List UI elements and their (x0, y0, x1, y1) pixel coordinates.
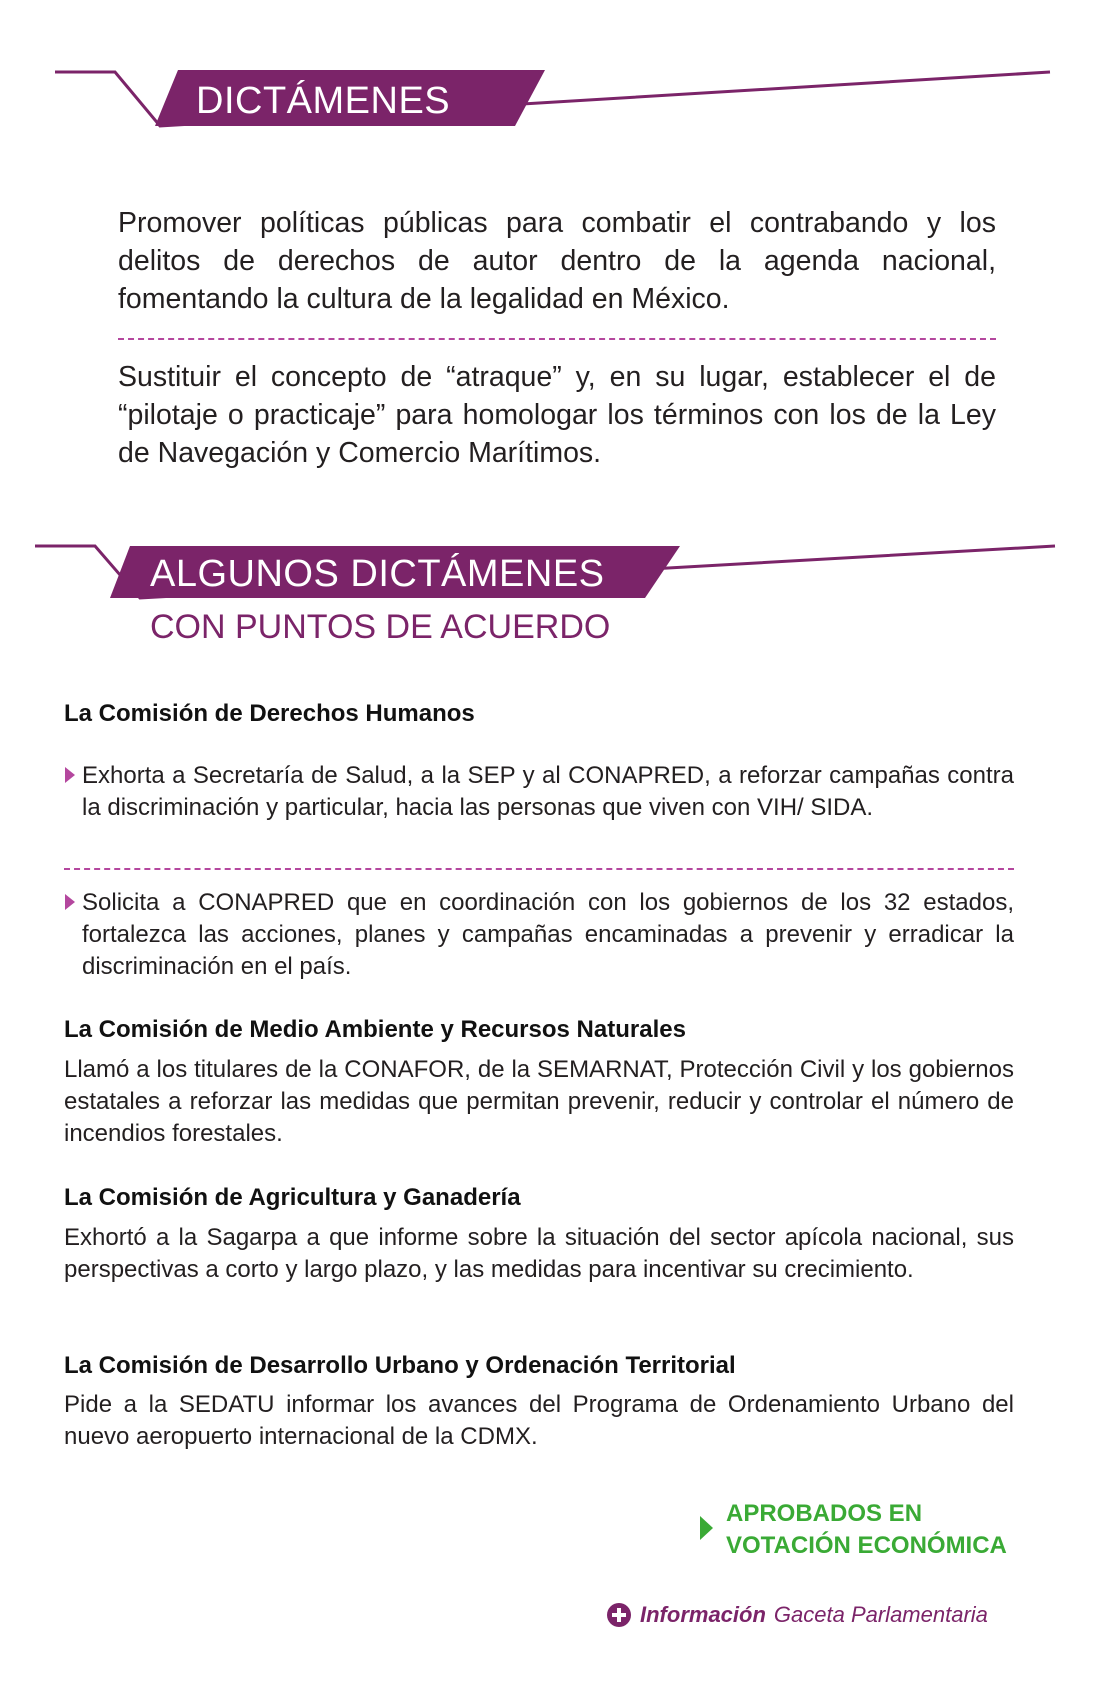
source-name: Gaceta Parlamentaria (773, 1602, 988, 1627)
play-green-icon (700, 1516, 713, 1540)
dashed-divider (64, 868, 1014, 870)
section1-paragraph-1: Promover políticas públicas para combatir el contrabando y los delitos de derechos de autor dentro de la agenda nacional, fomentando la cultura de la legalidad en México. (118, 207, 996, 315)
list-item: Exhorta a Secretaría de Salud, a la SEP y al CONAPRED, a reforzar campañas contra la discriminación y particular, hacia las personas que viven con VIH/ SIDA. (82, 762, 1014, 821)
section1-title: DICTÁMENES (196, 80, 451, 122)
commission-heading: La Comisión de Desarrollo Urbano y Ordenación Territorial (64, 1352, 736, 1379)
approved-note (726, 1498, 1007, 1562)
play-bullet-icon (65, 767, 75, 783)
section1-paragraph-2: Sustituir el concepto de “atraque” y, en su lugar, establecer el de “pilotaje o practicaje” para homologar los términos con los de la Ley de Navegación y Comercio Marítimos. (118, 361, 996, 469)
approved-line-2: VOTACIÓN ECONÓMICA (726, 1532, 1007, 1559)
commission-heading: La Comisión de Medio Ambiente y Recursos Naturales (64, 1016, 686, 1043)
list-item: Solicita a CONAPRED que en coordinación con los gobiernos de los 32 estados, fortalezca las acciones, planes y campañas encaminadas a prevenir y erradicar la discriminación en el país. (82, 889, 1014, 980)
commission-heading: La Comisión de Derechos Humanos (64, 700, 475, 727)
approved-line-1: APROBADOS EN (726, 1500, 923, 1527)
source-credit (640, 1602, 988, 1628)
commission-text: Pide a la SEDATU informar los avances del Programa de Ordenamiento Urbano del nuevo aeropuerto internacional de la CDMX. (64, 1391, 1014, 1450)
plus-circle-icon (607, 1603, 631, 1627)
section2-title: ALGUNOS DICTÁMENES (150, 553, 605, 595)
dashed-divider (118, 338, 996, 340)
commission-heading: La Comisión de Agricultura y Ganadería (64, 1184, 521, 1211)
commission-text: Exhortó a la Sagarpa a que informe sobre la situación del sector apícola nacional, sus perspectivas a corto y largo plazo, y las medidas para incentivar su crecimiento. (64, 1224, 1014, 1283)
source-label: Información (640, 1602, 766, 1627)
play-bullet-icon (65, 894, 75, 910)
commission-text: Llamó a los titulares de la CONAFOR, de la SEMARNAT, Protección Civil y los gobiernos estatales a reforzar las medidas que permitan prevenir, reducir y controlar el número de incendios forestales. (64, 1056, 1014, 1147)
section2-subtitle: CON PUNTOS DE ACUERDO (150, 608, 611, 646)
